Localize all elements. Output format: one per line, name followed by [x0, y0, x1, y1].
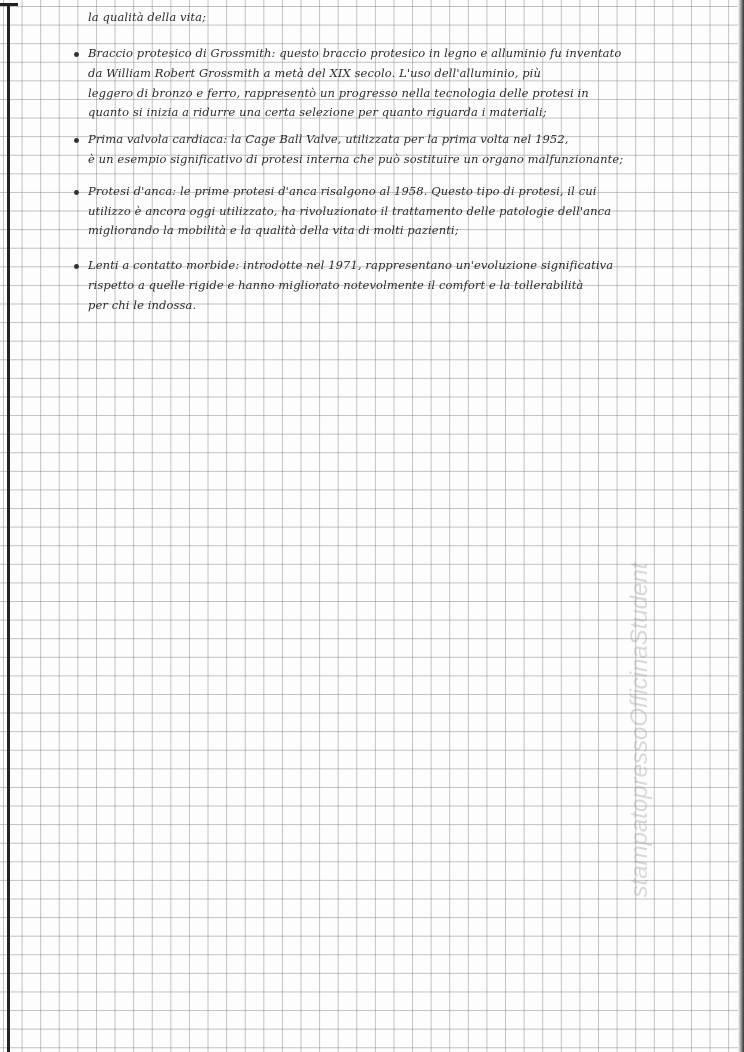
- bullet-icon: [74, 264, 79, 269]
- note-line: Prima valvola cardiaca: la Cage Ball Valve, utilizzata per la prima volta nel 1952,: [88, 132, 569, 146]
- note-line: per chi le indossa.: [88, 298, 197, 312]
- bullet-icon: [74, 52, 79, 57]
- watermark: stampatopressoOfficinaStudent: [626, 562, 653, 898]
- note-line: da William Robert Grossmith a metà del XIX secolo. L'uso dell'alluminio, più: [88, 66, 541, 80]
- note-line: rispetto a quelle rigide e hanno migliorato notevolmente il comfort e la tollerabilità: [88, 278, 584, 292]
- bullet-icon: [74, 138, 79, 143]
- note-line: quanto si inizia a ridurre una certa selezione per quanto riguarda i materiali;: [88, 105, 547, 119]
- note-line: Protesi d'anca: le prime protesi d'anca risalgono al 1958. Questo tipo di protesi, il cui: [88, 184, 597, 198]
- note-line: Braccio protesico di Grossmith: questo braccio protesico in legno e alluminio fu inventato: [88, 46, 622, 60]
- continuation-line: la qualità della vita;: [88, 10, 207, 24]
- note-line: è un esempio significativo di protesi interna che può sostituire un organo malfunzionante;: [88, 152, 624, 166]
- bullet-icon: [74, 190, 79, 195]
- note-line: leggero di bronzo e ferro, rappresentò un progresso nella tecnologia delle protesi in: [88, 86, 589, 100]
- note-line: utilizzo è ancora oggi utilizzato, ha rivoluzionato il trattamento delle patologie dell'anca: [88, 204, 612, 218]
- note-line: migliorando la mobilità e la qualità della vita di molti pazienti;: [88, 223, 459, 237]
- margin-line: [7, 4, 10, 1052]
- note-line: Lenti a contatto morbide: introdotte nel 1971, rappresentano un'evoluzione significativa: [88, 258, 614, 272]
- page-edge-shadow: [738, 0, 744, 1052]
